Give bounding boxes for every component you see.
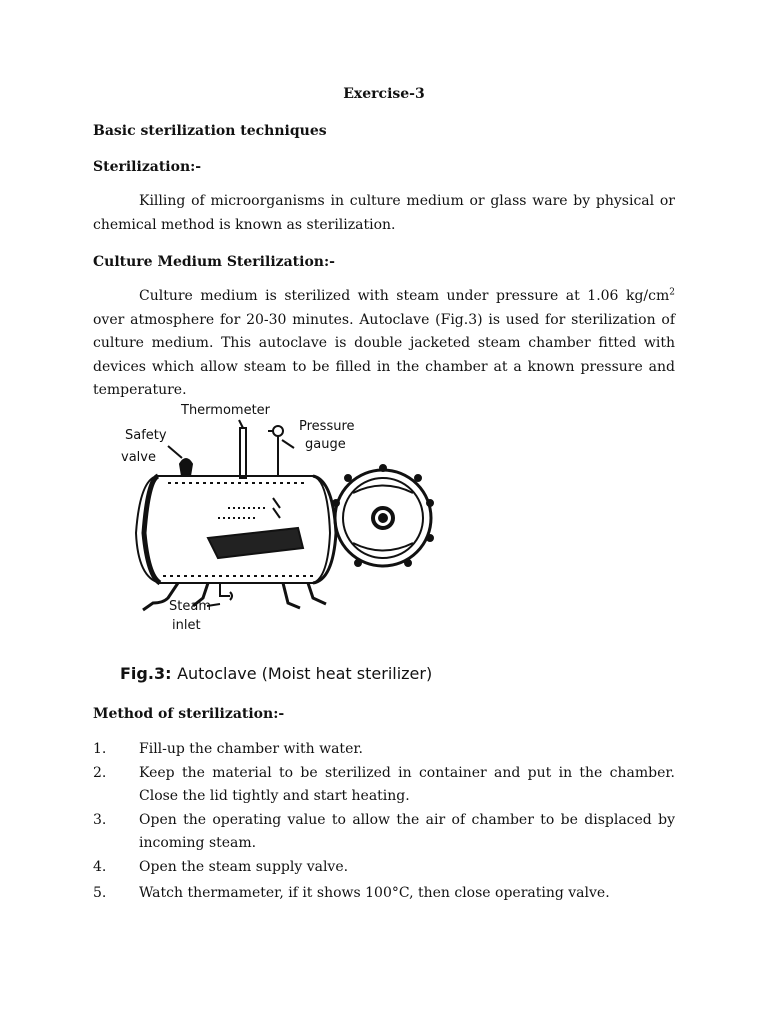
list-item [93,882,675,906]
step-number: 1. [93,741,107,757]
label-valve: valve [121,450,156,465]
caption-text: Autoclave (Moist heat sterilizer) [177,664,433,683]
page-title: Exercise-3 [343,86,425,102]
figure-caption [120,664,432,683]
step-number: 3. [93,811,107,828]
list-item [93,809,675,856]
label-inlet: inlet [172,618,201,633]
culture-medium-heading: Culture Medium Sterilization:- [93,254,335,270]
method-heading: Method of sterilization:- [93,706,285,722]
step-number: 5. [93,885,107,901]
section-heading: Basic sterilization techniques [93,123,327,139]
label-thermometer: Thermometer [181,403,271,418]
step-text: Keep the material to be sterilized in container and put in the chamber. Close the lid tightly and start heating. [139,764,675,804]
label-safety: Safety [125,428,167,443]
step-number: 4. [93,858,107,875]
sterilization-heading: Sterilization:- [93,159,202,175]
step-number: 2. [93,764,107,781]
superscript: 2 [669,287,675,298]
label-steam: Steam [169,599,211,614]
culture-text-part1: Culture medium is sterilized with steam under pressure at 1.06 kg/cm [139,288,670,304]
culture-medium-paragraph [93,285,675,403]
step-text: Watch thermameter, if it shows 100°C, then close operating valve. [139,885,610,901]
method-steps-list [93,738,675,906]
step-text: Fill-up the chamber with water. [139,741,363,757]
label-gauge: gauge [305,437,346,452]
list-item [93,762,675,809]
step-text: Open the steam supply valve. [139,858,349,875]
sterilization-text: Killing of microorganisms in culture medium or glass ware by physical or chemical method is known as sterilization. [93,193,675,233]
list-item [93,856,675,880]
label-pressure: Pressure [299,419,355,434]
list-item [93,738,675,762]
sterilization-paragraph [93,190,675,237]
caption-prefix: Fig.3: [120,664,172,683]
culture-text-part2: over atmosphere for 20-30 minutes. Autoclave (Fig.3) is used for sterilization of culture medium. This autoclave is double jacketed steam chamber fitted with devices which allow steam to be filled in the chamber at a known pressure and temperature. [93,311,675,398]
step-text: Open the operating value to allow the air of chamber to be displaced by incoming steam. [139,811,675,851]
